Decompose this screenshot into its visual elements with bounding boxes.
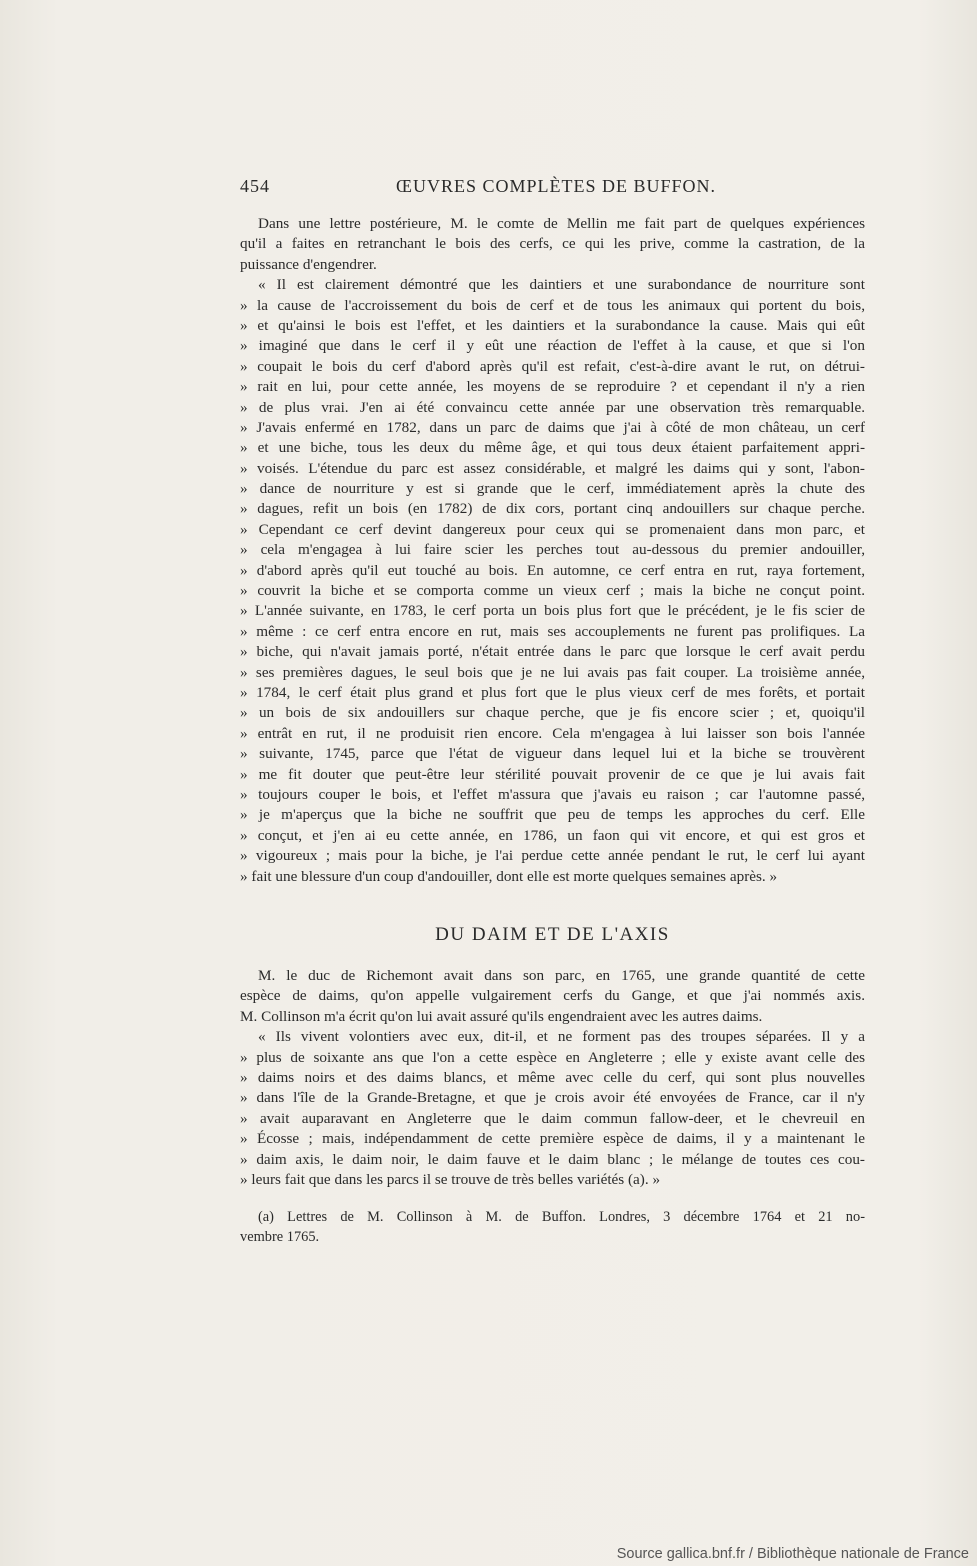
section-text-2: [240, 966, 865, 1190]
source-credit: Source gallica.bnf.fr / Bibliothèque nationale de France: [616, 1546, 969, 1562]
text-line: » imaginé que dans le cerf il y eût une réaction de l'effet à la cause, et que si l'on: [240, 337, 865, 355]
text-line: » daims noirs et des daims blancs, et même avec celle du cerf, qui sont plus nouvelles: [240, 1068, 865, 1086]
text-line: » L'année suivante, en 1783, le cerf porta un bois plus fort que le précédent, je le fis scier de: [240, 602, 865, 620]
text-line: » d'abord après qu'il eut touché au bois. En automne, ce cerf entra en rut, raya fortement,: [240, 561, 865, 579]
text-line: » suivante, 1745, parce que l'état de vigueur dans lequel lui et la biche se trouvèrent: [240, 745, 865, 763]
text-line: M. le duc de Richemont avait dans son parc, en 1765, une grande quantité de cette: [258, 967, 865, 984]
text-line: puissance d'engendrer.: [240, 255, 377, 273]
text-line: » je m'aperçus que la biche ne souffrit que peu de temps les approches du cerf. Elle: [240, 806, 865, 824]
text-line: » daim axis, le daim noir, le daim fauve et le daim blanc ; le mélange de toutes ces cou-: [240, 1150, 865, 1168]
text-line: » dagues, refit un bois (en 1782) de dix cors, portant cinq andouillers sur chaque perche.: [240, 500, 865, 518]
text-line: » conçut, et j'en ai eu cette année, en 1786, un faon qui vit encore, et qui est gros et: [240, 826, 865, 844]
text-line: » J'avais enfermé en 1782, dans un parc de daims que j'ai à côté de mon château, un cerf: [240, 418, 865, 436]
text-line: » vigoureux ; mais pour la biche, je l'ai perdue cette année pendant le rut, le cerf lui ayant: [240, 847, 865, 865]
text-line: » leurs fait que dans les parcs il se trouve de très belles variétés (a). »: [240, 1170, 661, 1188]
text-line: » 1784, le cerf était plus grand et plus fort que le plus vieux cerf de mes forêts, et portait: [240, 683, 865, 701]
text-line: » et qu'ainsi le bois est l'effet, et les daintiers et la surabondance la cause. Mais qui eût: [240, 316, 865, 334]
text-line: » la cause de l'accroissement du bois de cerf et de tous les animaux qui portent du bois,: [240, 296, 865, 314]
footnote-line: (a) Lettres de M. Collinson à M. de Buffon. Londres, 3 décembre 1764 et 21 no-: [258, 1209, 865, 1225]
text-line: » voisés. L'étendue du parc est assez considérable, et malgré les daims qui y sont, l'abon-: [240, 459, 865, 477]
text-line: » ses premières dagues, le seul bois que je ne lui avais pas fait couper. La troisième année,: [240, 663, 865, 681]
text-line: « Ils vivent volontiers avec eux, dit-il, et ne forment pas des troupes séparées. Il y a: [258, 1028, 865, 1046]
running-header: [240, 176, 865, 202]
footnote: [240, 1208, 865, 1249]
footnote-line: vembre 1765.: [240, 1229, 320, 1246]
text-line: » de plus vrai. J'en ai été convaincu cette année par une observation très remarquable.: [240, 398, 865, 416]
section-text-1: [240, 214, 865, 887]
page-number: 454: [240, 176, 270, 196]
section-heading: DU DAIM ET DE L'AXIS: [435, 924, 670, 945]
text-line: » fait une blessure d'un coup d'andouiller, dont elle est morte quelques semaines après. »: [240, 867, 778, 885]
text-line: » cela m'engagea à lui faire scier les perches tout au-dessous du premier andouiller,: [240, 541, 865, 559]
text-line: » rait en lui, pour cette année, les moyens de se reproduire ? et cependant il n'y a rien: [240, 378, 865, 396]
text-line: » biche, qui n'avait jamais porté, n'était entrée dans le parc que lorsque le cerf avait perdu: [240, 643, 865, 661]
text-line: espèce de daims, qu'on appelle vulgairement cerfs du Gange, et que j'ai nommés axis.: [240, 987, 865, 1005]
text-line: Dans une lettre postérieure, M. le comte de Mellin me fait part de quelques expériences: [258, 215, 865, 232]
text-line: qu'il a faites en retranchant le bois des cerfs, ce qui les prive, comme la castration, de la: [240, 235, 865, 253]
text-line: M. Collinson m'a écrit qu'on lui avait assuré qu'ils engendraient avec les autres daims.: [240, 1007, 763, 1025]
text-line: » me fit douter que peut-être leur stérilité pouvait provenir de ce que je lui avais fait: [240, 765, 865, 783]
text-line: » dance de nourriture y est si grande que le cerf, immédiatement après la chute des: [240, 480, 865, 498]
text-line: » Écosse ; mais, indépendamment de cette première espèce de daims, il y a maintenant le: [240, 1130, 865, 1148]
text-line: » entrât en rut, il ne produisit rien encore. Cela m'engagea à lui laisser son bois l'année: [240, 724, 865, 742]
text-line: » dans l'île de la Grande-Bretagne, et que je crois avoir été envoyées de France, car il n'y: [240, 1089, 865, 1107]
running-title: ŒUVRES COMPLÈTES DE BUFFON.: [396, 176, 717, 196]
text-line: « Il est clairement démontré que les daintiers et une surabondance de nourriture sont: [258, 276, 865, 294]
text-line: » avait auparavant en Angleterre que le daim commun fallow-deer, et le chevreuil en: [240, 1109, 865, 1127]
text-line: » couvrit la biche et se comporta comme un vieux cerf ; mais la biche ne conçut point.: [240, 582, 865, 600]
text-line: » plus de soixante ans que l'on a cette espèce en Angleterre ; elle y existe avant celle des: [240, 1048, 865, 1066]
text-line: » toujours couper le bois, et l'effet m'assura que j'avais eu raison ; car l'automne passé,: [240, 785, 865, 803]
text-line: » Cependant ce cerf devint dangereux pour ceux qui se promenaient dans mon parc, et: [240, 520, 865, 538]
text-line: » coupait le bois du cerf d'abord après qu'il est refait, c'est-à-dire avant le rut, on détrui-: [240, 357, 865, 375]
text-line: » un bois de six andouillers sur chaque perche, que je fis encore scier ; et, quoiqu'il: [240, 704, 865, 722]
text-line: » et une biche, tous les deux du même âge, et qui tous deux étaient parfaitement appri-: [240, 439, 865, 457]
text-line: » même : ce cerf entra encore en rut, mais ses accouplements ne furent pas prolifiques. La: [240, 622, 865, 640]
